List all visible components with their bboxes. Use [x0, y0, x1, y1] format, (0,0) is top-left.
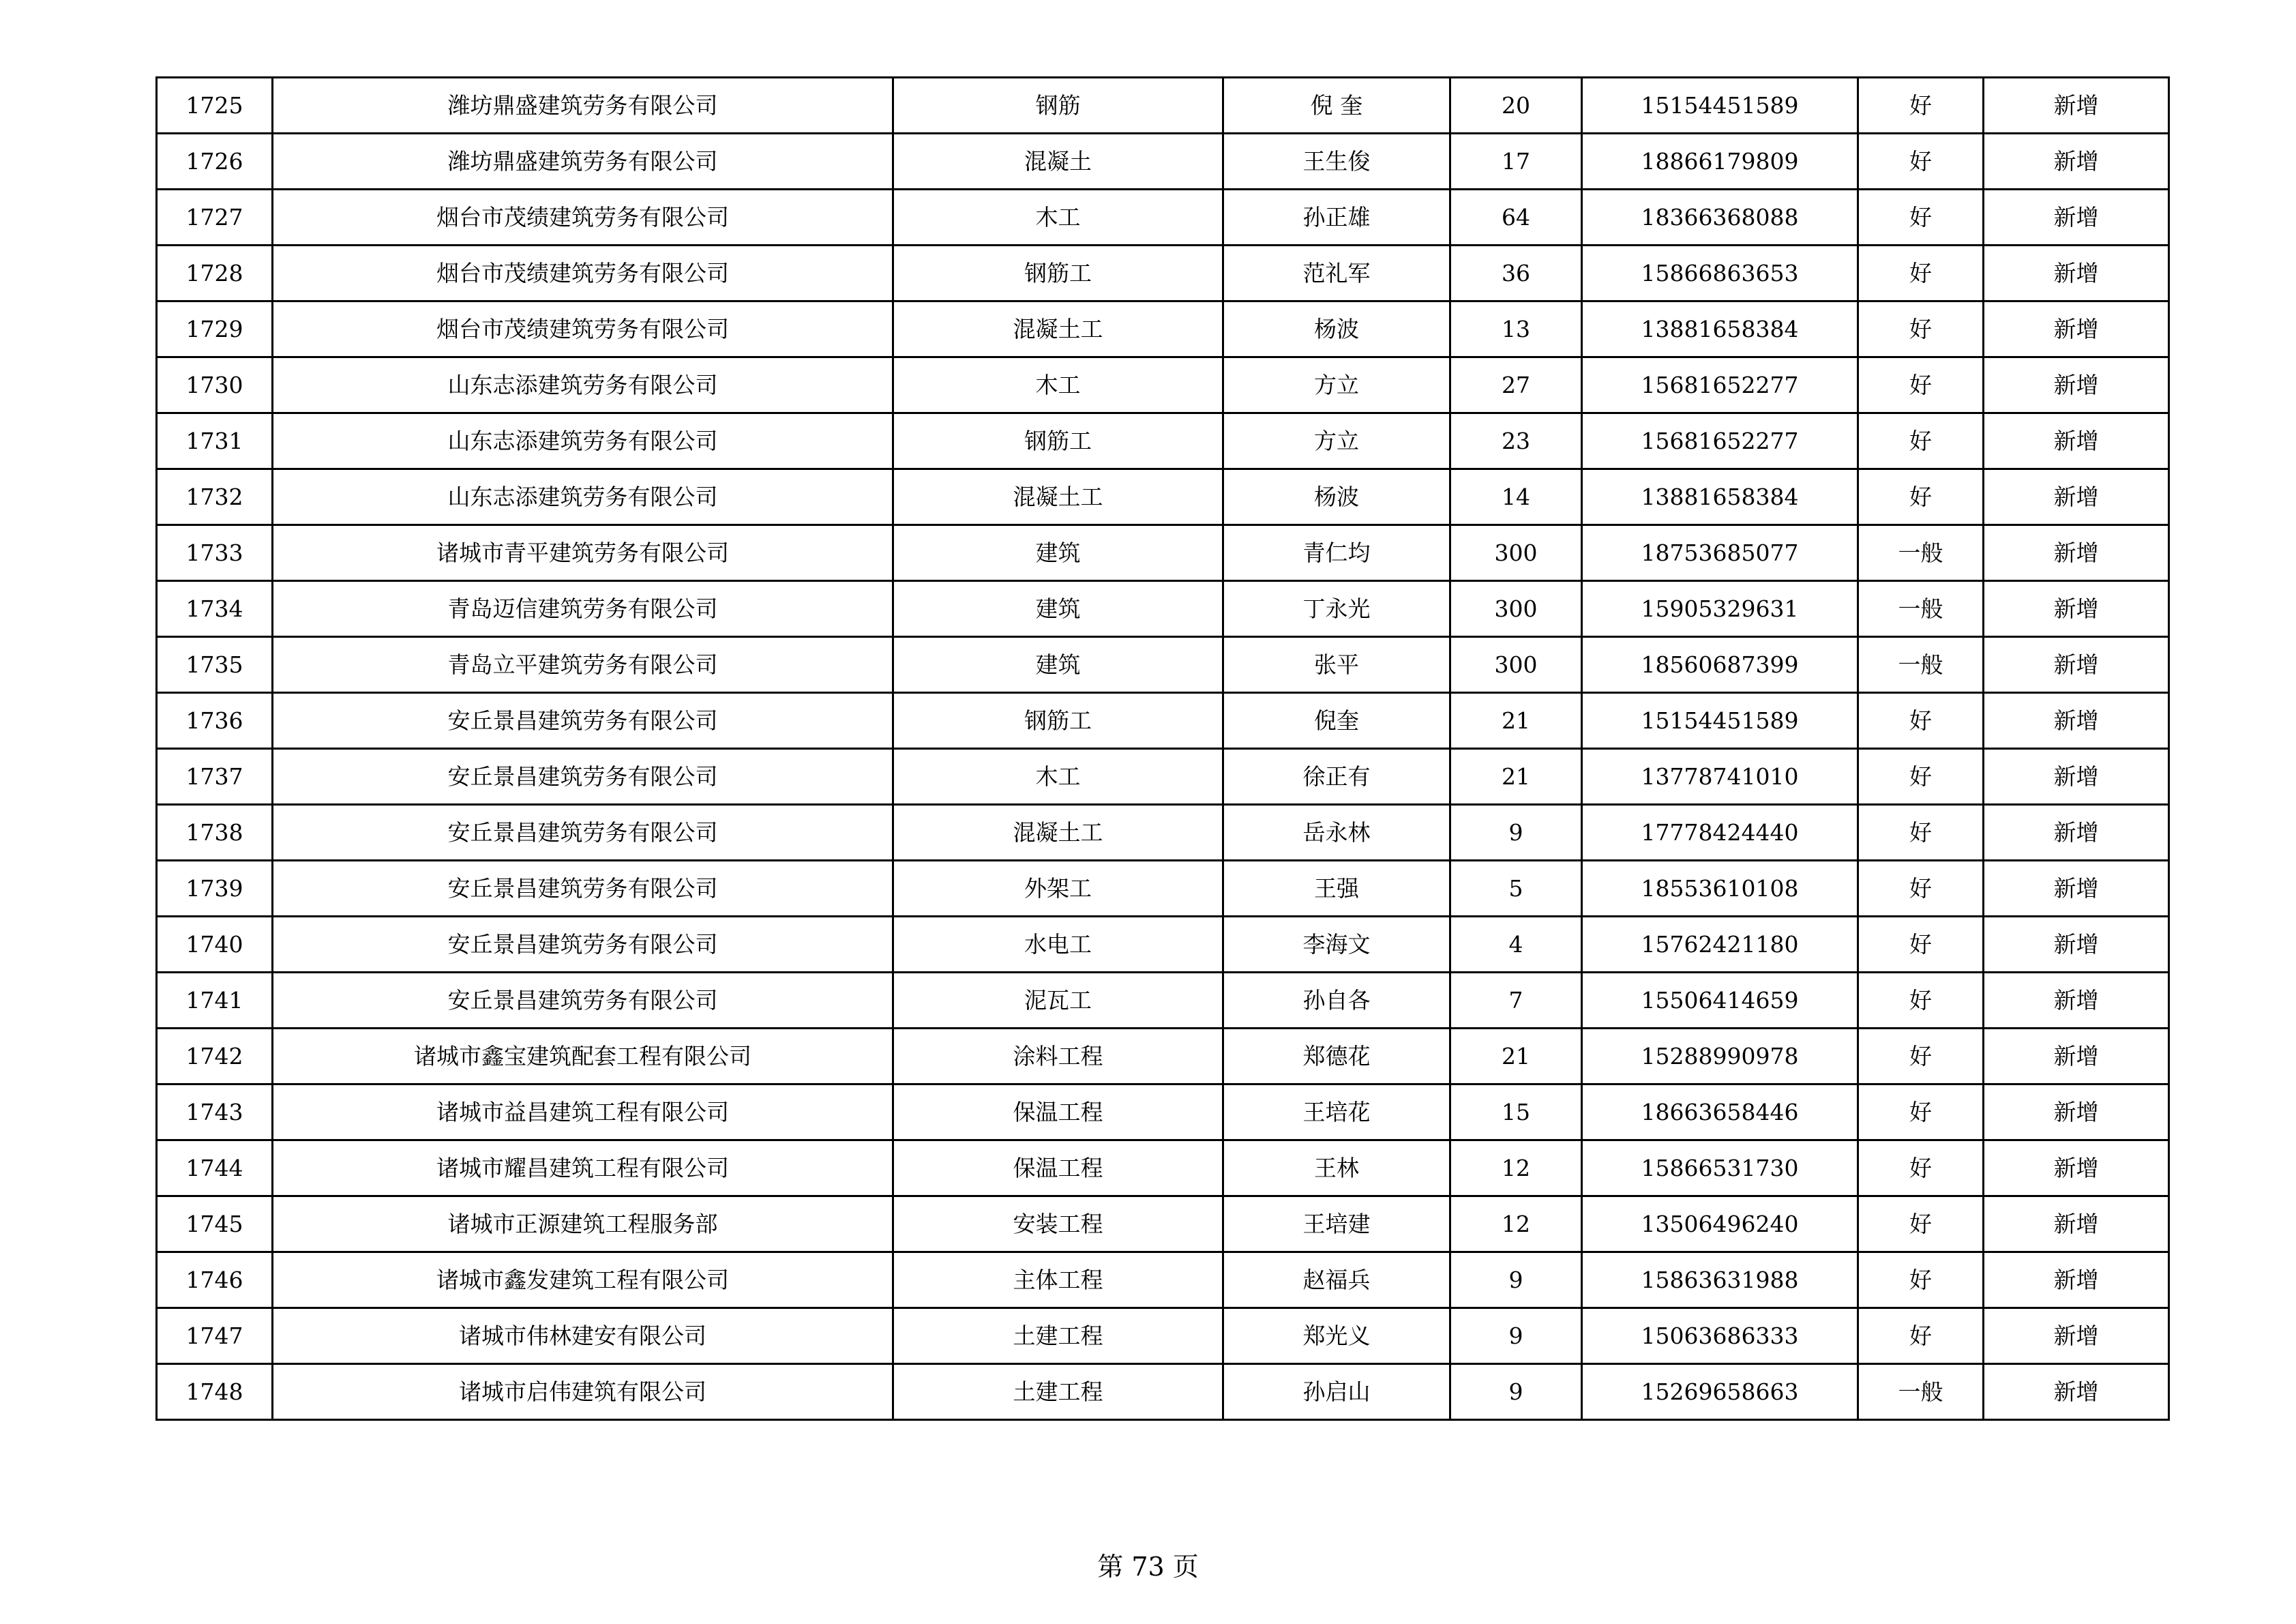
contact-person-cell: 方立	[1223, 413, 1450, 469]
table-row	[157, 805, 2169, 861]
rating-cell: 好	[1858, 1140, 1984, 1196]
table-row	[157, 525, 2169, 581]
rating-cell: 好	[1858, 357, 1984, 413]
row-number-cell: 1746	[157, 1252, 273, 1308]
rating-cell: 一般	[1858, 637, 1984, 693]
trade-cell: 保温工程	[893, 1084, 1223, 1140]
company-name-cell: 安丘景昌建筑劳务有限公司	[273, 973, 893, 1029]
phone-number-cell: 18753685077	[1582, 525, 1858, 581]
company-name-cell: 山东志添建筑劳务有限公司	[273, 357, 893, 413]
status-cell: 新增	[1984, 357, 2169, 413]
trade-cell: 建筑	[893, 525, 1223, 581]
contact-person-cell: 赵福兵	[1223, 1252, 1450, 1308]
phone-number-cell: 13881658384	[1582, 469, 1858, 525]
phone-number-cell: 15063686333	[1582, 1308, 1858, 1364]
row-number-cell: 1738	[157, 805, 273, 861]
company-name-cell: 山东志添建筑劳务有限公司	[273, 469, 893, 525]
phone-number-cell: 15288990978	[1582, 1029, 1858, 1084]
phone-number-cell: 18366368088	[1582, 190, 1858, 246]
contact-person-cell: 青仁均	[1223, 525, 1450, 581]
row-number-cell: 1744	[157, 1140, 273, 1196]
row-number-cell: 1734	[157, 581, 273, 637]
table-row	[157, 917, 2169, 973]
row-number-cell: 1748	[157, 1364, 273, 1420]
rating-cell: 一般	[1858, 1364, 1984, 1420]
phone-number-cell: 15866863653	[1582, 246, 1858, 301]
trade-cell: 钢筋工	[893, 246, 1223, 301]
status-cell: 新增	[1984, 917, 2169, 973]
status-cell: 新增	[1984, 78, 2169, 134]
company-name-cell: 诸城市青平建筑劳务有限公司	[273, 525, 893, 581]
contact-person-cell: 范礼军	[1223, 246, 1450, 301]
worker-count-cell: 21	[1450, 749, 1582, 805]
row-number-cell: 1737	[157, 749, 273, 805]
row-number-cell: 1741	[157, 973, 273, 1029]
contact-person-cell: 倪 奎	[1223, 78, 1450, 134]
rating-cell: 一般	[1858, 581, 1984, 637]
status-cell: 新增	[1984, 1140, 2169, 1196]
table-row	[157, 469, 2169, 525]
row-number-cell: 1739	[157, 861, 273, 917]
phone-number-cell: 15154451589	[1582, 693, 1858, 749]
company-name-cell: 安丘景昌建筑劳务有限公司	[273, 861, 893, 917]
phone-number-cell: 18866179809	[1582, 134, 1858, 190]
rating-cell: 好	[1858, 469, 1984, 525]
worker-count-cell: 300	[1450, 637, 1582, 693]
trade-cell: 钢筋工	[893, 693, 1223, 749]
worker-count-cell: 23	[1450, 413, 1582, 469]
table-row	[157, 78, 2169, 134]
table-row	[157, 1308, 2169, 1364]
phone-number-cell: 18560687399	[1582, 637, 1858, 693]
trade-cell: 木工	[893, 190, 1223, 246]
status-cell: 新增	[1984, 693, 2169, 749]
contact-person-cell: 杨波	[1223, 301, 1450, 357]
status-cell: 新增	[1984, 190, 2169, 246]
rating-cell: 好	[1858, 1252, 1984, 1308]
status-cell: 新增	[1984, 861, 2169, 917]
contact-person-cell: 孙启山	[1223, 1364, 1450, 1420]
worker-count-cell: 9	[1450, 1252, 1582, 1308]
contact-person-cell: 王生俊	[1223, 134, 1450, 190]
contact-person-cell: 王培建	[1223, 1196, 1450, 1252]
status-cell: 新增	[1984, 246, 2169, 301]
status-cell: 新增	[1984, 301, 2169, 357]
table-row	[157, 301, 2169, 357]
company-name-cell: 安丘景昌建筑劳务有限公司	[273, 805, 893, 861]
row-number-cell: 1742	[157, 1029, 273, 1084]
phone-number-cell: 13881658384	[1582, 301, 1858, 357]
rating-cell: 好	[1858, 749, 1984, 805]
table-row	[157, 413, 2169, 469]
rating-cell: 好	[1858, 1084, 1984, 1140]
phone-number-cell: 15269658663	[1582, 1364, 1858, 1420]
status-cell: 新增	[1984, 973, 2169, 1029]
status-cell: 新增	[1984, 134, 2169, 190]
page-number: 第 73 页	[1097, 1552, 1199, 1582]
company-name-cell: 烟台市茂绩建筑劳务有限公司	[273, 190, 893, 246]
trade-cell: 土建工程	[893, 1364, 1223, 1420]
phone-number-cell: 15762421180	[1582, 917, 1858, 973]
worker-count-cell: 20	[1450, 78, 1582, 134]
phone-number-cell: 15681652277	[1582, 357, 1858, 413]
row-number-cell: 1732	[157, 469, 273, 525]
table-row	[157, 581, 2169, 637]
table-row	[157, 973, 2169, 1029]
phone-number-cell: 18663658446	[1582, 1084, 1858, 1140]
trade-cell: 建筑	[893, 581, 1223, 637]
row-number-cell: 1740	[157, 917, 273, 973]
contact-person-cell: 丁永光	[1223, 581, 1450, 637]
worker-count-cell: 15	[1450, 1084, 1582, 1140]
worker-count-cell: 9	[1450, 1308, 1582, 1364]
trade-cell: 安装工程	[893, 1196, 1223, 1252]
row-number-cell: 1727	[157, 190, 273, 246]
contractor-table	[155, 76, 2170, 1421]
trade-cell: 主体工程	[893, 1252, 1223, 1308]
row-number-cell: 1736	[157, 693, 273, 749]
contact-person-cell: 徐正有	[1223, 749, 1450, 805]
status-cell: 新增	[1984, 469, 2169, 525]
rating-cell: 一般	[1858, 525, 1984, 581]
table-row	[157, 134, 2169, 190]
worker-count-cell: 64	[1450, 190, 1582, 246]
status-cell: 新增	[1984, 637, 2169, 693]
trade-cell: 木工	[893, 749, 1223, 805]
table-row	[157, 1029, 2169, 1084]
trade-cell: 土建工程	[893, 1308, 1223, 1364]
trade-cell: 建筑	[893, 637, 1223, 693]
worker-count-cell: 14	[1450, 469, 1582, 525]
row-number-cell: 1729	[157, 301, 273, 357]
contact-person-cell: 王培花	[1223, 1084, 1450, 1140]
company-name-cell: 诸城市鑫宝建筑配套工程有限公司	[273, 1029, 893, 1084]
status-cell: 新增	[1984, 805, 2169, 861]
trade-cell: 泥瓦工	[893, 973, 1223, 1029]
table-row	[157, 693, 2169, 749]
worker-count-cell: 12	[1450, 1196, 1582, 1252]
rating-cell: 好	[1858, 301, 1984, 357]
row-number-cell: 1745	[157, 1196, 273, 1252]
company-name-cell: 安丘景昌建筑劳务有限公司	[273, 693, 893, 749]
worker-count-cell: 7	[1450, 973, 1582, 1029]
trade-cell: 木工	[893, 357, 1223, 413]
worker-count-cell: 21	[1450, 1029, 1582, 1084]
contact-person-cell: 孙正雄	[1223, 190, 1450, 246]
status-cell: 新增	[1984, 1196, 2169, 1252]
phone-number-cell: 18553610108	[1582, 861, 1858, 917]
phone-number-cell: 15154451589	[1582, 78, 1858, 134]
company-name-cell: 安丘景昌建筑劳务有限公司	[273, 917, 893, 973]
company-name-cell: 诸城市益昌建筑工程有限公司	[273, 1084, 893, 1140]
row-number-cell: 1747	[157, 1308, 273, 1364]
company-name-cell: 诸城市正源建筑工程服务部	[273, 1196, 893, 1252]
contact-person-cell: 王林	[1223, 1140, 1450, 1196]
trade-cell: 混凝土工	[893, 805, 1223, 861]
status-cell: 新增	[1984, 525, 2169, 581]
worker-count-cell: 5	[1450, 861, 1582, 917]
row-number-cell: 1733	[157, 525, 273, 581]
rating-cell: 好	[1858, 861, 1984, 917]
row-number-cell: 1730	[157, 357, 273, 413]
table-row	[157, 1084, 2169, 1140]
trade-cell: 混凝土工	[893, 469, 1223, 525]
phone-number-cell: 15866531730	[1582, 1140, 1858, 1196]
row-number-cell: 1735	[157, 637, 273, 693]
status-cell: 新增	[1984, 1084, 2169, 1140]
phone-number-cell: 15905329631	[1582, 581, 1858, 637]
worker-count-cell: 12	[1450, 1140, 1582, 1196]
status-cell: 新增	[1984, 413, 2169, 469]
table-row	[157, 861, 2169, 917]
trade-cell: 钢筋	[893, 78, 1223, 134]
company-name-cell: 潍坊鼎盛建筑劳务有限公司	[273, 134, 893, 190]
status-cell: 新增	[1984, 581, 2169, 637]
table-row	[157, 1252, 2169, 1308]
phone-number-cell: 15506414659	[1582, 973, 1858, 1029]
trade-cell: 保温工程	[893, 1140, 1223, 1196]
contact-person-cell: 郑光义	[1223, 1308, 1450, 1364]
worker-count-cell: 4	[1450, 917, 1582, 973]
status-cell: 新增	[1984, 749, 2169, 805]
rating-cell: 好	[1858, 246, 1984, 301]
contact-person-cell: 孙自各	[1223, 973, 1450, 1029]
table-row	[157, 749, 2169, 805]
company-name-cell: 烟台市茂绩建筑劳务有限公司	[273, 246, 893, 301]
row-number-cell: 1725	[157, 78, 273, 134]
rating-cell: 好	[1858, 693, 1984, 749]
status-cell: 新增	[1984, 1308, 2169, 1364]
contact-person-cell: 李海文	[1223, 917, 1450, 973]
trade-cell: 混凝土工	[893, 301, 1223, 357]
phone-number-cell: 17778424440	[1582, 805, 1858, 861]
rating-cell: 好	[1858, 805, 1984, 861]
company-name-cell: 山东志添建筑劳务有限公司	[273, 413, 893, 469]
worker-count-cell: 27	[1450, 357, 1582, 413]
contact-person-cell: 郑德花	[1223, 1029, 1450, 1084]
company-name-cell: 诸城市耀昌建筑工程有限公司	[273, 1140, 893, 1196]
table-body	[157, 78, 2169, 1420]
trade-cell: 混凝土	[893, 134, 1223, 190]
rating-cell: 好	[1858, 78, 1984, 134]
table-row	[157, 1140, 2169, 1196]
worker-count-cell: 13	[1450, 301, 1582, 357]
worker-count-cell: 17	[1450, 134, 1582, 190]
rating-cell: 好	[1858, 1196, 1984, 1252]
table-row	[157, 1196, 2169, 1252]
worker-count-cell: 9	[1450, 805, 1582, 861]
row-number-cell: 1743	[157, 1084, 273, 1140]
trade-cell: 涂料工程	[893, 1029, 1223, 1084]
company-name-cell: 潍坊鼎盛建筑劳务有限公司	[273, 78, 893, 134]
company-name-cell: 诸城市伟林建安有限公司	[273, 1308, 893, 1364]
trade-cell: 外架工	[893, 861, 1223, 917]
contact-person-cell: 岳永林	[1223, 805, 1450, 861]
row-number-cell: 1728	[157, 246, 273, 301]
company-name-cell: 青岛迈信建筑劳务有限公司	[273, 581, 893, 637]
row-number-cell: 1726	[157, 134, 273, 190]
worker-count-cell: 300	[1450, 581, 1582, 637]
status-cell: 新增	[1984, 1252, 2169, 1308]
rating-cell: 好	[1858, 134, 1984, 190]
worker-count-cell: 300	[1450, 525, 1582, 581]
row-number-cell: 1731	[157, 413, 273, 469]
company-name-cell: 烟台市茂绩建筑劳务有限公司	[273, 301, 893, 357]
status-cell: 新增	[1984, 1364, 2169, 1420]
rating-cell: 好	[1858, 917, 1984, 973]
phone-number-cell: 13506496240	[1582, 1196, 1858, 1252]
table-row	[157, 637, 2169, 693]
worker-count-cell: 21	[1450, 693, 1582, 749]
worker-count-cell: 36	[1450, 246, 1582, 301]
table-row	[157, 357, 2169, 413]
rating-cell: 好	[1858, 973, 1984, 1029]
rating-cell: 好	[1858, 190, 1984, 246]
contact-person-cell: 方立	[1223, 357, 1450, 413]
table-row	[157, 190, 2169, 246]
contact-person-cell: 张平	[1223, 637, 1450, 693]
contact-person-cell: 杨波	[1223, 469, 1450, 525]
rating-cell: 好	[1858, 1308, 1984, 1364]
rating-cell: 好	[1858, 413, 1984, 469]
table-row	[157, 246, 2169, 301]
company-name-cell: 青岛立平建筑劳务有限公司	[273, 637, 893, 693]
phone-number-cell: 13778741010	[1582, 749, 1858, 805]
status-cell: 新增	[1984, 1029, 2169, 1084]
phone-number-cell: 15681652277	[1582, 413, 1858, 469]
worker-count-cell: 9	[1450, 1364, 1582, 1420]
table-row	[157, 1364, 2169, 1420]
phone-number-cell: 15863631988	[1582, 1252, 1858, 1308]
trade-cell: 水电工	[893, 917, 1223, 973]
contact-person-cell: 王强	[1223, 861, 1450, 917]
trade-cell: 钢筋工	[893, 413, 1223, 469]
company-name-cell: 诸城市鑫发建筑工程有限公司	[273, 1252, 893, 1308]
company-name-cell: 安丘景昌建筑劳务有限公司	[273, 749, 893, 805]
rating-cell: 好	[1858, 1029, 1984, 1084]
contact-person-cell: 倪奎	[1223, 693, 1450, 749]
company-name-cell: 诸城市启伟建筑有限公司	[273, 1364, 893, 1420]
